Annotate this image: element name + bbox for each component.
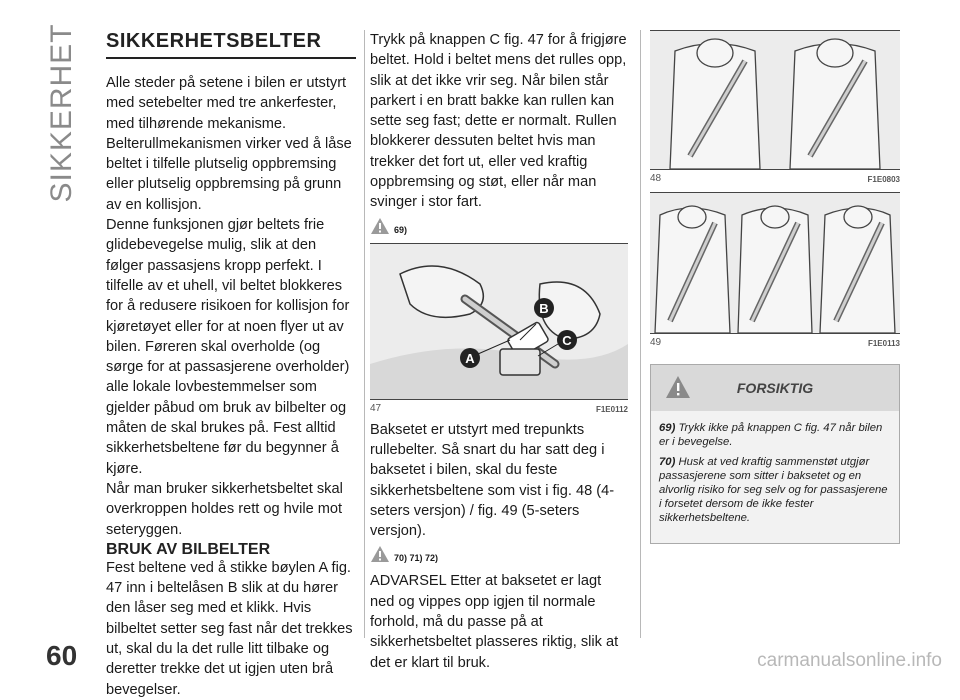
figure-code: F1E0803 <box>867 175 900 184</box>
column-3 <box>650 30 900 544</box>
warning-reference <box>370 545 628 563</box>
column-divider <box>640 30 641 638</box>
paragraph: Baksetet er utstyrt med trepunkts rullebelter. Så snart du har satt deg i baksetet i bilen, skal du feste sikkerhetsbeltene som vist i fig. 48 (4-seters versjon) / fig. 49 (5-seters versjon). <box>370 421 615 540</box>
figure-48-caption <box>650 170 900 184</box>
warning-triangle-icon <box>370 217 390 235</box>
caution-item <box>659 421 891 449</box>
warning-reference <box>370 217 628 235</box>
section-side-label <box>40 23 84 203</box>
caution-item-number: 70) <box>659 456 676 468</box>
paragraph: Denne funksjonen gjør beltets frie glidebevegelse mulig, slik at den følger passasjens kropp perfekt. I tilfelle av et uhell, vil beltet blokkeres for å redusere risikoen for kollisjon for kjøretøyet eller for at noen flyer ut av bilen. Føreren skal overholde (og sørge for at passasjerene overholder) alle lokale lovbestemmelser som gjelder påbud om bruk av bilbelter og måten de skal brukes på. Fest alltid sikkerhetsbeltene før du begynner å kjøre. <box>106 217 350 477</box>
figure-code: F1E0113 <box>867 339 900 348</box>
figure-number: 47 <box>370 402 382 414</box>
figure-number: 49 <box>650 337 662 348</box>
paragraph: Fest beltene ved å stikke bøylen A fig. 47 inn i beltelåsen B slik at du hører den låser seg med et klikk. Hvis bilbeltet setter seg fast når det trekkes ut, skal du la det rulle litt tilbake og deretter trekke det ut igjen uten brå bevegelser. <box>106 559 353 698</box>
caution-body <box>651 411 899 543</box>
callout-a-label: A <box>465 350 475 366</box>
column-divider <box>364 30 365 638</box>
paragraph: Trykk på knappen C fig. 47 for å frigjøre beltet. Hold i beltet mens det rulles opp, slik at det ikke vrir seg. Når bilen står parkert i en bratt bakke kan rullen kan sette seg fast; dette er normalt. Rullen blokkerer dessuten beltet hvis man trekker det fort ut, eller ved kraftig oppbremsing og støt, eller når man svinger i stor fart. <box>370 32 627 211</box>
caution-item-text: Trykk ikke på knappen C fig. 47 når bilen er i bevegelse. <box>659 422 883 448</box>
figure-47-caption <box>370 400 628 414</box>
figure-48 <box>650 30 900 170</box>
sub-heading: BRUK AV BILBELTER <box>106 540 271 558</box>
rear-seats-5-illustration <box>650 193 900 333</box>
caution-item-text: Husk at ved kraftig sammenstøt utgjør passasjerene som sitter i baksetet og en alvorlig risiko for seg selv og for passasjerene i forsetet dersom de ikke fester sikkerhetsbeltene. <box>659 456 888 524</box>
caution-item <box>659 455 891 525</box>
warning-triangle-icon <box>370 545 390 563</box>
paragraph: ADVARSEL Etter at baksetet er lagt ned og vippes opp igjen til normale forhold, må du passe på at sikkerhetsbeltet plasseres riktig, slik at det er klart til bruk. <box>370 573 619 671</box>
caution-box <box>650 364 900 544</box>
warning-ref-text: 69) <box>394 224 408 235</box>
seatbelt-buckle-illustration <box>370 244 628 399</box>
rear-seats-4-illustration <box>650 31 900 169</box>
figure-49 <box>650 192 900 334</box>
section-heading: SIKKERHETSBELTER <box>106 30 356 59</box>
paragraph: Belterullmekanismen virker ved å låse beltet i tilfelle plutselig oppbremsing eller plutselig oppbremsing på grunn av en kollisjon. <box>106 135 352 213</box>
paragraph: Alle steder på setene i bilen er utstyrt med setebelter med tre ankerfester, med tilhørende mekanisme. <box>106 75 347 132</box>
paragraph: Når man bruker sikkerhetsbeltet skal overkroppen holdes rett og hvile mot seteryggen. <box>106 480 343 538</box>
callout-c-label: C <box>562 332 572 348</box>
caution-title: FORSIKTIG <box>736 380 814 396</box>
figure-49-caption <box>650 334 900 348</box>
column-1 <box>106 30 356 700</box>
caution-header <box>651 365 899 411</box>
watermark: carmanualsonline.info <box>757 650 942 671</box>
page-number: 60 <box>46 640 78 671</box>
caution-item-number: 69) <box>659 422 676 434</box>
section-side-text: SIKKERHET <box>45 23 78 203</box>
figure-code: F1E0112 <box>595 404 628 414</box>
column-2 <box>370 30 628 673</box>
figure-number: 48 <box>650 173 662 184</box>
figure-47 <box>370 243 628 400</box>
warning-ref-text: 70) 71) 72) <box>394 553 439 564</box>
callout-b-label: B <box>539 300 549 316</box>
